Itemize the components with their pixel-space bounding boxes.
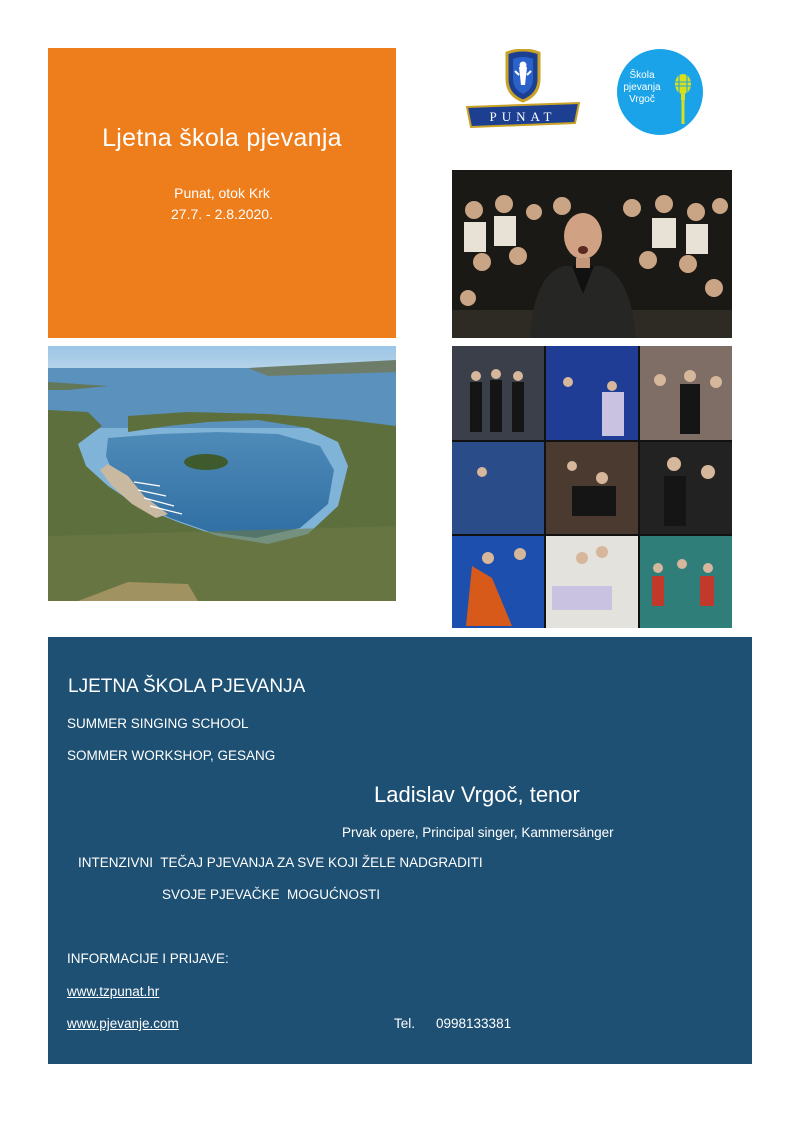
teacher-title: Prvak opere, Principal singer, Kammersänger [342,825,614,840]
teacher-name: Ladislav Vrgoč, tenor [374,782,580,807]
tzpunat-link[interactable]: www.tzpunat.hr [67,984,160,999]
info-box [48,637,752,1064]
tel-label: Tel. [394,1016,416,1031]
course-description-line2: SVOJE PJEVAČKE MOGUĆNOSTI [162,887,381,902]
phone-number: 0998133381 [436,1016,512,1031]
opera-collage-photo [452,346,732,628]
school-logo [616,48,704,136]
school-logo-line3: Vrgoč [629,94,655,105]
dates-text: 27.7. - 2.8.2020. [171,206,273,222]
pjevanje-link[interactable]: www.pjevanje.com [67,1016,179,1031]
punat-bay-photo [48,346,396,601]
english-subtitle: SUMMER SINGING SCHOOL [67,716,249,731]
contact-label: INFORMACIJE I PRIJAVE: [67,951,229,966]
title-box [48,48,396,338]
location-text: Punat, otok Krk [174,185,270,201]
punat-logo-text: PUNAT [489,109,557,124]
school-logo-line1: Škola [629,70,655,81]
german-subtitle: SOMMER WORKSHOP, GESANG [67,748,276,763]
info-heading: LJETNA ŠKOLA PJEVANJA [68,676,306,697]
course-description-line1: INTENZIVNI TEČAJ PJEVANJA ZA SVE KOJI ŽELE NADGRADITI [78,855,483,870]
school-logo-line2: pjevanja [623,82,661,93]
concert-photo [452,170,732,338]
school-title: Ljetna škola pjevanja [102,124,342,152]
punat-logo [463,49,583,131]
